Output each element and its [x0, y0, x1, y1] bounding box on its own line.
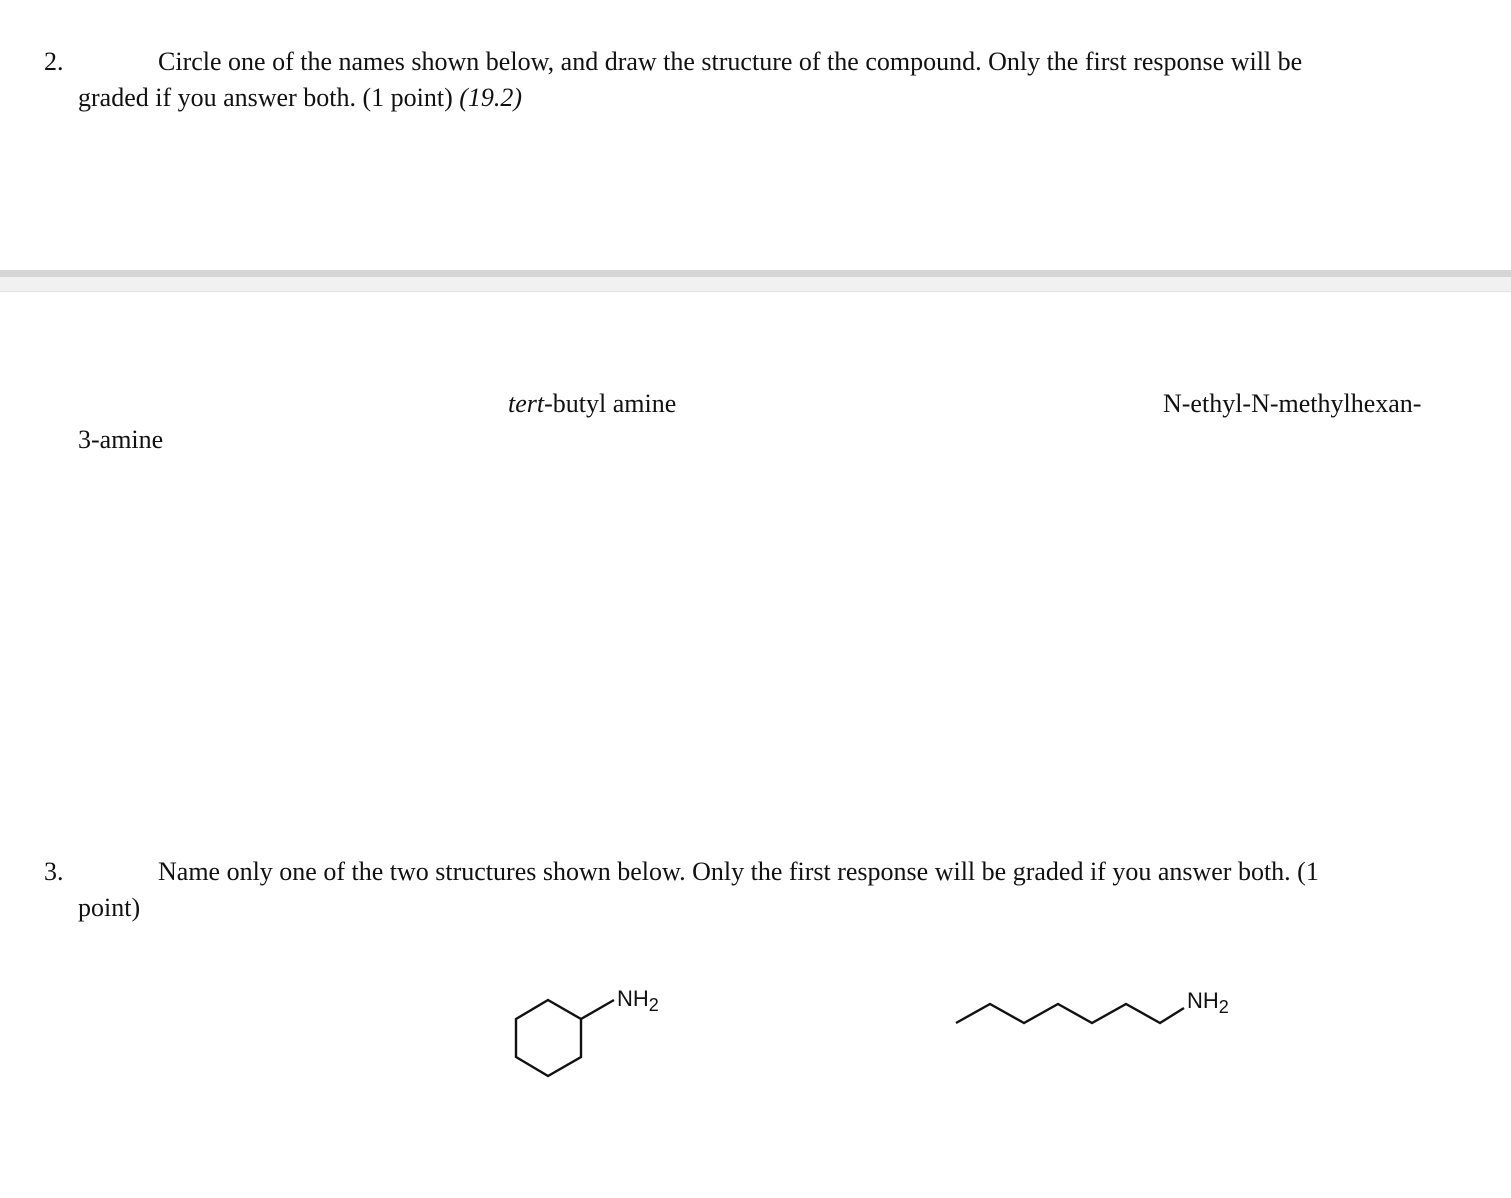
methylene-bond [581, 1000, 614, 1019]
page-divider-band [0, 277, 1511, 291]
structure-2-nh2-label: $NH_2$ [1187, 988, 1229, 1017]
name-option-1-prefix: tert [508, 389, 545, 418]
question-3-line-1: Name only one of the two structures shown below. Only the first response will be graded if you answer both. (1 [158, 857, 1319, 886]
question-3-number: 3. [44, 857, 64, 886]
name-option-2-line-1: N-ethyl-N-methylhexan- [1163, 389, 1422, 418]
name-option-2-line-2: 3-amine [78, 425, 164, 454]
name-option-tert-butyl-amine [508, 386, 676, 422]
question-3-line-2: point) [78, 893, 141, 922]
structure-1-nh2-label: $NH_2$ [617, 986, 659, 1015]
page-divider-shadow [0, 291, 1511, 292]
question-2-number: 2. [44, 47, 64, 76]
structure-cyclohexylmethanamine [500, 975, 690, 1090]
structure-heptylamine-chain [950, 975, 1260, 1045]
question-2-section-ref: (19.2) [459, 83, 523, 112]
cyclohexane-ring [516, 1000, 581, 1076]
name-option-1-suffix: -butyl amine [544, 389, 677, 418]
question-2-line-1: Circle one of the names shown below, and draw the structure of the compound. Only the first response will be [158, 47, 1303, 76]
page-divider [0, 270, 1511, 277]
carbon-chain [956, 1004, 1184, 1023]
question-2-line-2 [78, 80, 522, 116]
question-2-line-2-text: graded if you answer both. (1 point) [78, 83, 460, 112]
